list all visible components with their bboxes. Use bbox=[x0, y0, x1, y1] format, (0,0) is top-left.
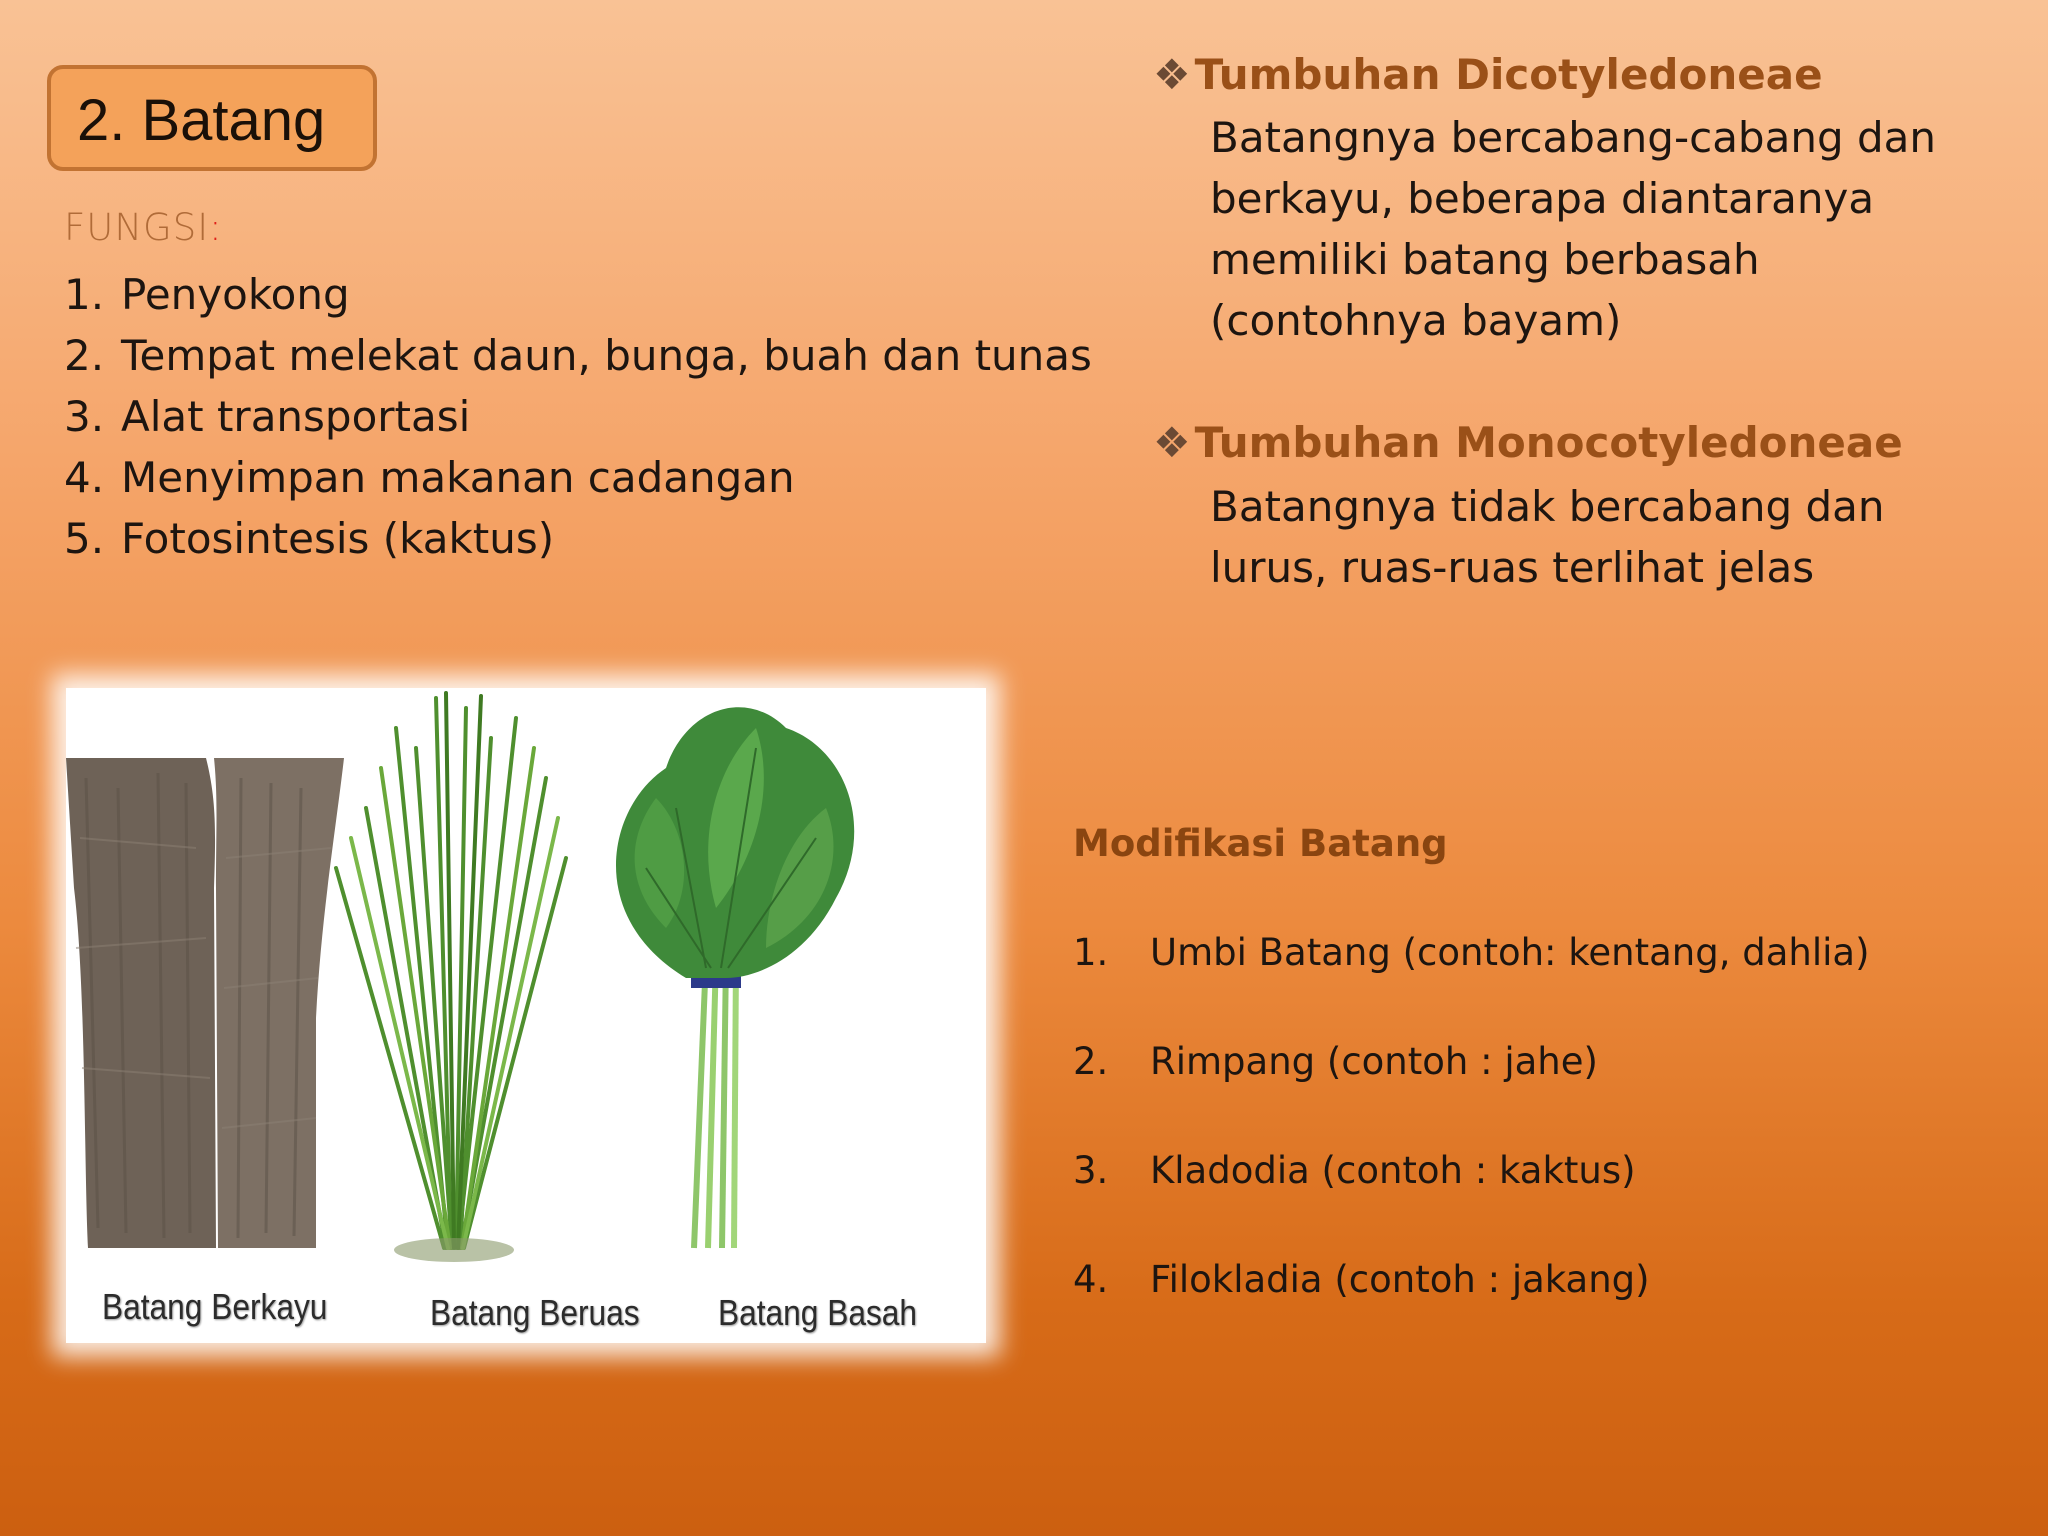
fungsi-item bbox=[64, 386, 1092, 447]
fungsi-item-text: Penyokong bbox=[121, 270, 350, 319]
modifikasi-title: Modifikasi Batang bbox=[1073, 822, 1448, 865]
diamond-bullet-icon: ❖ bbox=[1153, 418, 1191, 467]
stem-types-image bbox=[66, 688, 986, 1343]
slide-title: 2. Batang bbox=[77, 88, 326, 153]
dicot-heading-text: Tumbuhan Dicotyledoneae bbox=[1194, 50, 1823, 99]
monocot-line: Batangnya tidak bercabang dan bbox=[1210, 482, 1885, 531]
grass-stem-illustration bbox=[336, 693, 566, 1248]
dicot-line: berkayu, beberapa diantaranya bbox=[1210, 174, 1875, 223]
dicot-heading bbox=[1153, 50, 1823, 99]
fungsi-item bbox=[64, 508, 1092, 569]
fungsi-item-number: 2. bbox=[64, 331, 105, 380]
title-box bbox=[47, 65, 377, 171]
modifikasi-item-text: Kladodia (contoh : kaktus) bbox=[1150, 1149, 1636, 1192]
modifikasi-item bbox=[1073, 1034, 1870, 1143]
monocot-heading-text: Tumbuhan Monocotyledoneae bbox=[1194, 418, 1903, 467]
fungsi-item bbox=[64, 447, 1092, 508]
modifikasi-item bbox=[1073, 1143, 1870, 1252]
fungsi-item-text: Menyimpan makanan cadangan bbox=[121, 453, 795, 502]
dicot-line: memiliki batang berbasah bbox=[1210, 235, 1760, 284]
caption-batang-beruas: Batang Beruas bbox=[430, 1292, 640, 1333]
modifikasi-item-text: Umbi Batang (contoh: kentang, dahlia) bbox=[1150, 931, 1870, 974]
dicot-description bbox=[1210, 107, 1936, 351]
monocot-heading bbox=[1153, 418, 1903, 467]
modifikasi-item-text: Rimpang (contoh : jahe) bbox=[1150, 1040, 1598, 1083]
modifikasi-item-number: 1. bbox=[1073, 931, 1109, 974]
fungsi-item-text: Alat transportasi bbox=[121, 392, 471, 441]
fungsi-colon: : bbox=[209, 206, 223, 249]
modifikasi-item bbox=[1073, 1252, 1870, 1361]
fungsi-item-text: Tempat melekat daun, bunga, buah dan tunas bbox=[121, 331, 1092, 380]
fungsi-item-number: 4. bbox=[64, 453, 105, 502]
fungsi-item-text: Fotosintesis (kaktus) bbox=[121, 514, 555, 563]
fungsi-label bbox=[64, 206, 223, 249]
modifikasi-item-number: 2. bbox=[1073, 1040, 1109, 1083]
fungsi-label-text: FUNGSI bbox=[64, 206, 210, 249]
modifikasi-item-text: Filokladia (contoh : jakang) bbox=[1150, 1258, 1650, 1301]
tree-trunk-illustration bbox=[66, 758, 344, 1248]
fungsi-item bbox=[64, 264, 1092, 325]
modifikasi-item-number: 3. bbox=[1073, 1149, 1109, 1192]
dicot-line: Batangnya bercabang-cabang dan bbox=[1210, 113, 1936, 162]
dicot-line: (contohnya bayam) bbox=[1210, 296, 1622, 345]
modifikasi-item bbox=[1073, 925, 1870, 1034]
fungsi-list bbox=[64, 264, 1092, 569]
monocot-description bbox=[1210, 476, 1885, 598]
stem-types-illustration bbox=[66, 688, 986, 1343]
diamond-bullet-icon: ❖ bbox=[1153, 50, 1191, 99]
fungsi-item bbox=[64, 325, 1092, 386]
caption-batang-berkayu: Batang Berkayu bbox=[102, 1286, 328, 1327]
fungsi-item-number: 3. bbox=[64, 392, 105, 441]
caption-batang-basah: Batang Basah bbox=[718, 1292, 918, 1333]
fungsi-item-number: 5. bbox=[64, 514, 105, 563]
monocot-line: lurus, ruas-ruas terlihat jelas bbox=[1210, 543, 1815, 592]
modifikasi-item-number: 4. bbox=[1073, 1258, 1109, 1301]
modifikasi-list bbox=[1073, 925, 1870, 1361]
soil-shadow bbox=[394, 1238, 514, 1262]
spinach-illustration bbox=[616, 707, 854, 1248]
fungsi-item-number: 1. bbox=[64, 270, 105, 319]
